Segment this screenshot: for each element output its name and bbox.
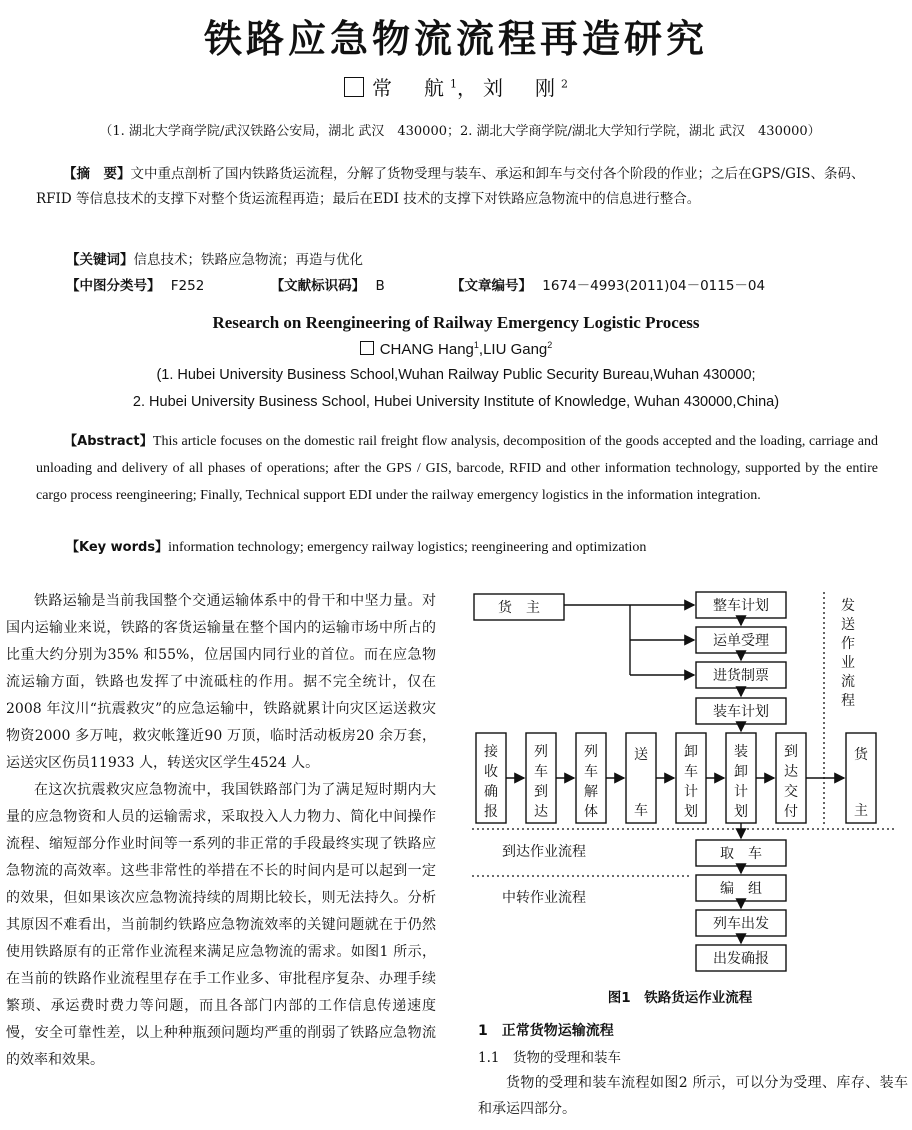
flow-box-label: 接: [484, 744, 498, 760]
svg-text:进货制票: 进货制票: [713, 668, 769, 684]
article-no-value: 1674－4993(2011)04－0115－04: [542, 278, 766, 294]
flow-box-label: 划: [684, 804, 698, 820]
label-send-flow: 作: [841, 636, 855, 652]
body-right-column: [478, 1070, 908, 1122]
svg-text:列车出发: 列车出发: [713, 916, 769, 932]
flow-box-label: 报: [484, 804, 498, 820]
paper-title: 铁路应急物流流程再造研究: [203, 17, 708, 61]
abstract-cn: [36, 162, 878, 212]
flow-box-label: 货: [854, 747, 868, 763]
flow-box-label: 车: [584, 764, 598, 780]
flow-box-label: 解: [584, 784, 598, 800]
label-send-flow: 流: [841, 674, 855, 690]
svg-text:整车计划: 整车计划: [713, 598, 769, 614]
square-icon: [360, 341, 374, 355]
label-arrive-flow: 到达作业流程: [502, 844, 586, 860]
english-keywords: [66, 536, 646, 556]
label-send-flow: 送: [841, 617, 855, 633]
doc-code-value: B: [375, 278, 385, 294]
keywords-cn-text: 信息技术；铁路应急物流；再造与优化: [133, 252, 363, 268]
author-sep: ，: [457, 76, 483, 100]
author-2-sup: 2: [561, 77, 568, 91]
english-keywords-label: 【Key words】: [66, 540, 169, 555]
flow-box-label: 收: [484, 764, 498, 780]
flow-box-label: 划: [734, 804, 748, 820]
body-paragraph: 货物的受理和装车流程如图2 所示，可以分为受理、库存、装车和承运四部分。: [478, 1075, 908, 1117]
flow-box-label: 计: [684, 784, 698, 800]
flow-box-label: 到: [784, 744, 798, 760]
english-affiliation-2: 2. Hubei University Business School, Hubei University Institute of Knowledge, Wuhan 430000,China): [132, 394, 780, 410]
section-heading-1: 1 正常货物运输流程: [478, 1023, 614, 1039]
abstract-cn-label: 【摘 要】: [63, 166, 131, 182]
author-2: 刘 刚: [483, 76, 561, 100]
en-author-1: CHANG Hang: [379, 341, 474, 358]
label-transfer-flow: 中转作业流程: [502, 890, 586, 906]
section-heading-1-1: 1.1 货物的受理和装车: [478, 1050, 621, 1066]
figure-caption: 图1 铁路货运作业流程: [607, 990, 753, 1006]
english-abstract: [36, 428, 878, 509]
english-title: Research on Reengineering of Railway Emergency Logistic Process: [212, 313, 700, 332]
flow-box-label: 列: [584, 744, 598, 760]
flow-box-label: 卸: [734, 764, 748, 780]
flow-box-label: 交: [784, 784, 798, 800]
flow-box-label: 达: [534, 804, 548, 820]
label-send-flow: 业: [841, 655, 855, 671]
square-icon: [344, 77, 364, 97]
flow-box-label: 到: [534, 784, 548, 800]
label-send-flow: 发: [841, 598, 855, 614]
flowchart-figure: [470, 584, 900, 979]
flow-box-label: 主: [854, 803, 868, 819]
flow-box-label: 车: [684, 764, 698, 780]
article-no-label: 【文章编号】: [451, 278, 532, 294]
body-paragraph: 铁路运输是当前我国整个交通运输体系中的骨干和中坚力量。对国内运输业来说，铁路的客货运输量在整个国内的运输市场中所占的比重大约分别为35% 和55%，位居国内同行业的首位。而在应急物流运输方面，铁路也发挥了中流砥柱的作用。据不完全统计，仅在2008 年汶川“抗震救灾”的应急运输中，铁路就累计向灾区运送救灾物资2000 多万吨，救灾帐篷近90 万顶，临时活动板房20 余万套，运送灾区伤员11933 人，转送灾区学生4524 人。: [6, 593, 436, 771]
flow-box-label: 车: [634, 803, 648, 819]
flow-box-label: 达: [784, 764, 798, 780]
flow-box-label: 卸: [684, 744, 698, 760]
flow-box-label: 计: [734, 784, 748, 800]
authors: [0, 72, 912, 101]
svg-text:运单受理: 运单受理: [713, 633, 769, 649]
label-send-flow: 程: [841, 693, 855, 709]
english-keywords-text: information technology; emergency railway logistics; reengineering and optimization: [168, 540, 647, 555]
body-left-column: [6, 588, 436, 1074]
affiliation-cn: （1. 湖北大学商学院/武汉铁路公安局，湖北 武汉 430000；2. 湖北大学商学院/湖北大学知行学院，湖北 武汉 430000）: [99, 124, 821, 139]
abstract-cn-text: 文中重点剖析了国内铁路货运流程，分解了货物受理与装车、承运和卸车与交付各个阶段的作业；之后在GPS/GIS、条码、RFID 等信息技术的支撑下对整个货运流程再造；最后在EDI 技术的支撑下对铁路应急物流中的信息进行整合。: [36, 166, 865, 207]
flow-box-label: 体: [584, 804, 598, 820]
clc-label: 【中图分类号】: [66, 278, 161, 294]
shipper-label: 货 主: [498, 600, 540, 616]
flow-box-label: 车: [534, 764, 548, 780]
flow-box-label: 送: [634, 747, 648, 763]
keywords-cn-label: 【关键词】: [66, 252, 134, 268]
keywords-cn: [66, 248, 363, 268]
english-affiliation-1: (1. Hubei University Business School,Wuhan Railway Public Security Bureau,Wuhan 430000;: [156, 367, 756, 383]
flow-box-label: 确: [484, 784, 498, 800]
flow-box-label: 列: [534, 744, 548, 760]
english-authors: [0, 340, 912, 358]
body-paragraph: 在这次抗震救灾应急物流中，我国铁路部门为了满足短时期内大量的应急物资和人员的运输需求，采取投入人力物力、简化中间操作流程、缩短部分作业时间等一系列的非正常的手段最终实现了铁路应急物流的高效率。这些非常性的举措在不长的时间内是可以起到一定的效果，但如果该次应急物流持续的周期比较长，则无法持久。分析其原因不难看出，当前制约铁路应急物流效率的关键问题就在于仍然使用铁路原有的正常作业流程来满足应急物流的需求。如图1 所示，在当前的铁路作业流程里存在手工作业多、审批程序复杂、办理手续繁琐、承运费时费力等问题，而且各部门内部的工作信息传递速度慢，安全可靠性差，以上种种瓶颈问题均严重的削弱了铁路应急物流的效率和效果。: [6, 782, 436, 1068]
doc-code-label: 【文献标识码】: [270, 278, 366, 294]
svg-text:出发确报: 出发确报: [713, 951, 769, 967]
flow-box-label: 付: [784, 804, 798, 820]
author-1: 常 航: [372, 76, 450, 100]
svg-text:编 组: 编 组: [720, 881, 762, 897]
en-author-2: ,LIU Gang: [478, 341, 548, 358]
classification-line: [66, 274, 886, 294]
clc-value: F252: [170, 278, 205, 294]
en-author-2-sup: 2: [547, 340, 553, 350]
author-1-sup: 1: [450, 77, 457, 91]
svg-text:取 车: 取 车: [720, 846, 762, 862]
english-abstract-text: This article focuses on the domestic rail freight flow analysis, decomposition of the goods accepted and the loading, carriage and unloading and delivery of all phases of operations; after the GPS / GIS, barcode, RFID and other information technology, supported by the entire cargo process reengineering; Finally, Technical support EDI under the railway emergency logistics in the information integration.: [36, 434, 878, 503]
flow-box-label: 装: [734, 744, 748, 760]
en-author-1-sup: 1: [473, 340, 479, 350]
svg-text:装车计划: 装车计划: [713, 704, 769, 720]
english-abstract-label: 【Abstract】: [64, 434, 153, 449]
